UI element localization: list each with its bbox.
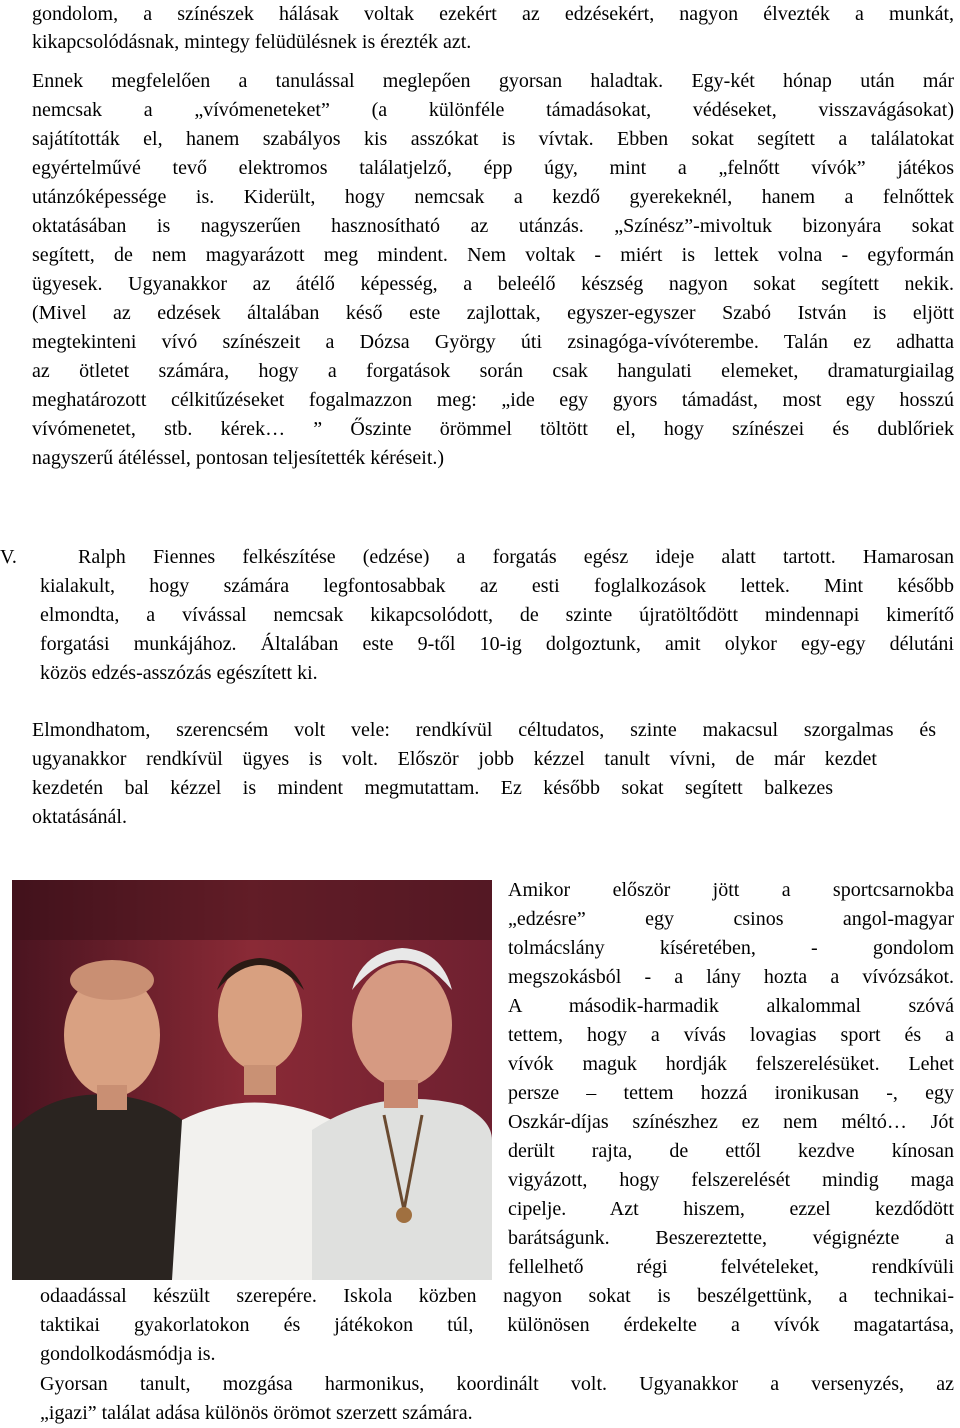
text-line: Gyorsan tanult, mozgása harmonikus, koordinált volt. Ugyanakkor a versenyzés, az bbox=[40, 1373, 954, 1395]
text-line: nagyszerű átéléssel, pontosan teljesítették kéréseit.) bbox=[32, 447, 445, 469]
text-line: derült rajta, de ettől kezdve kínosan bbox=[508, 1140, 954, 1162]
text-line: barátságunk. Beszereztette, végignézte a bbox=[508, 1227, 954, 1249]
text-line: odaadással készült szerepére. Iskola közben nagyon sokat is beszélgettünk, a technikai- bbox=[40, 1285, 954, 1307]
text-line: Ennek megfelelően a tanulással meglepően gyorsan haladtak. Egy-két hónap után már bbox=[32, 70, 954, 92]
text-line: Ralph Fiennes felkészítése (edzése) a forgatás egész ideje alatt tartott. Hamarosan bbox=[78, 546, 954, 568]
text-line: forgatási munkájához. Általában este 9-től 10-ig dolgoztunk, amit olykor egy-egy délutáni bbox=[40, 633, 954, 655]
text-line: oktatásánál. bbox=[32, 806, 127, 828]
photo-three-men bbox=[12, 880, 492, 1280]
text-line: persze – tettem hozzá ironikusan -, egy bbox=[508, 1082, 954, 1104]
text-line: Elmondhatom, szerencsém volt vele: rendkívül céltudatos, szinte makacsul szorgalmas és bbox=[32, 719, 936, 741]
text-line: közös edzés-asszózás egészített ki. bbox=[40, 662, 318, 684]
text-line: fellelhető régi felvételeket, rendkívüli bbox=[508, 1256, 954, 1278]
text-line: sajátították el, hanem szabályos kis asszókat is vívtak. Ebben sokat segített a találatokat bbox=[32, 128, 954, 150]
text-line: kialakult, hogy számára legfontosabbak az esti foglalkozások lettek. Mint később bbox=[40, 575, 954, 597]
text-line: Oszkár-díjas színészhez ez nem méltó… Jót bbox=[508, 1111, 954, 1133]
text-line: kikapcsolódásnak, mintegy felüdülésnek is érezték azt. bbox=[32, 31, 472, 53]
text-line: utánzóképessége is. Kiderült, hogy nemcsak a kezdő gyerekeknél, hanem a felnőttek bbox=[32, 186, 954, 208]
text-line: megszokásból - a lány hozta a vívózsákot. bbox=[508, 966, 954, 988]
text-line: tettem, hogy a vívás lovagias sport és a bbox=[508, 1024, 954, 1046]
text-line: oktatásában is nagyszerűen hasznosítható az utánzás. „Színész”-mivoltuk bizonyára sokat bbox=[32, 215, 954, 237]
text-line: ugyanakkor rendkívül ügyes is volt. Először jobb kézzel tanult vívni, de már kezdet bbox=[32, 748, 877, 770]
text-line: gondolkodásmódja is. bbox=[40, 1343, 216, 1365]
text-line: nemcsak a „vívómeneteket” (a különféle támadásokat, védéseket, visszavágásokat) bbox=[32, 99, 954, 121]
text-line: vigyázott, hogy felszerelését mindig maga bbox=[508, 1169, 954, 1191]
text-line: cipelje. Azt hiszem, ezzel kezdődött bbox=[508, 1198, 954, 1220]
text-line: tolmácslány kíséretében, - gondolom bbox=[508, 937, 954, 959]
text-line: taktikai gyakorlatokon és játékokon túl, különösen érdekelte a vívók magatartása, bbox=[40, 1314, 954, 1336]
text-line: megtekinteni vívó színészeit a Dózsa György úti zsinagóga-vívóterembe. Talán ez adhatta bbox=[32, 331, 954, 353]
text-line: „igazi” találat adása különös örömot szerzett számára. bbox=[40, 1402, 473, 1424]
text-line: Amikor először jött a sportcsarnokba bbox=[508, 879, 954, 901]
text-line: (Mivel az edzések általában késő este zajlottak, egyszer-egyszer Szabó István is eljött bbox=[32, 302, 954, 324]
text-line: egyértelművé tevő elektromos találatjelző, épp úgy, mint a „felnőtt vívók” játékos bbox=[32, 157, 954, 179]
text-line: A második-harmadik alkalommal szóvá bbox=[508, 995, 954, 1017]
text-line: „edzésre” egy csinos angol-magyar bbox=[508, 908, 954, 930]
text-line: ügyesek. Ugyanakkor az átélő képesség, a beleélő készség nagyon sokat segített nekik. bbox=[32, 273, 954, 295]
text-line: kezdetén bal kézzel is mindent megmutattam. Ez később sokat segített balkezes bbox=[32, 777, 833, 799]
text-line: elmondta, a vívással nemcsak kikapcsolódott, de szinte újratöltődött mindennapi kimerítő bbox=[40, 604, 954, 626]
text-line: segített, de nem magyarázott meg mindent. Nem voltak - miért is lettek volna - egyformán bbox=[32, 244, 954, 266]
text-line: meghatározott célkitűzéseket fogalmazzon meg: „ide egy gyors támadást, most egy hosszú bbox=[32, 389, 954, 411]
text-line: az ötletet számára, hogy a forgatások során csak hangulati elemeket, dramaturgiailag bbox=[32, 360, 954, 382]
text-line: vívók maguk hordják felszerelésüket. Lehet bbox=[508, 1053, 954, 1075]
text-line: vívómenetet, stb. kérek… ” Őszinte örömmel töltött el, hogy színészei és dublőriek bbox=[32, 418, 954, 440]
text-line: gondolom, a színészek hálásak voltak ezekért az edzésekért, nagyon élvezték a munkát, bbox=[32, 3, 954, 25]
section-number: V. bbox=[0, 546, 17, 568]
